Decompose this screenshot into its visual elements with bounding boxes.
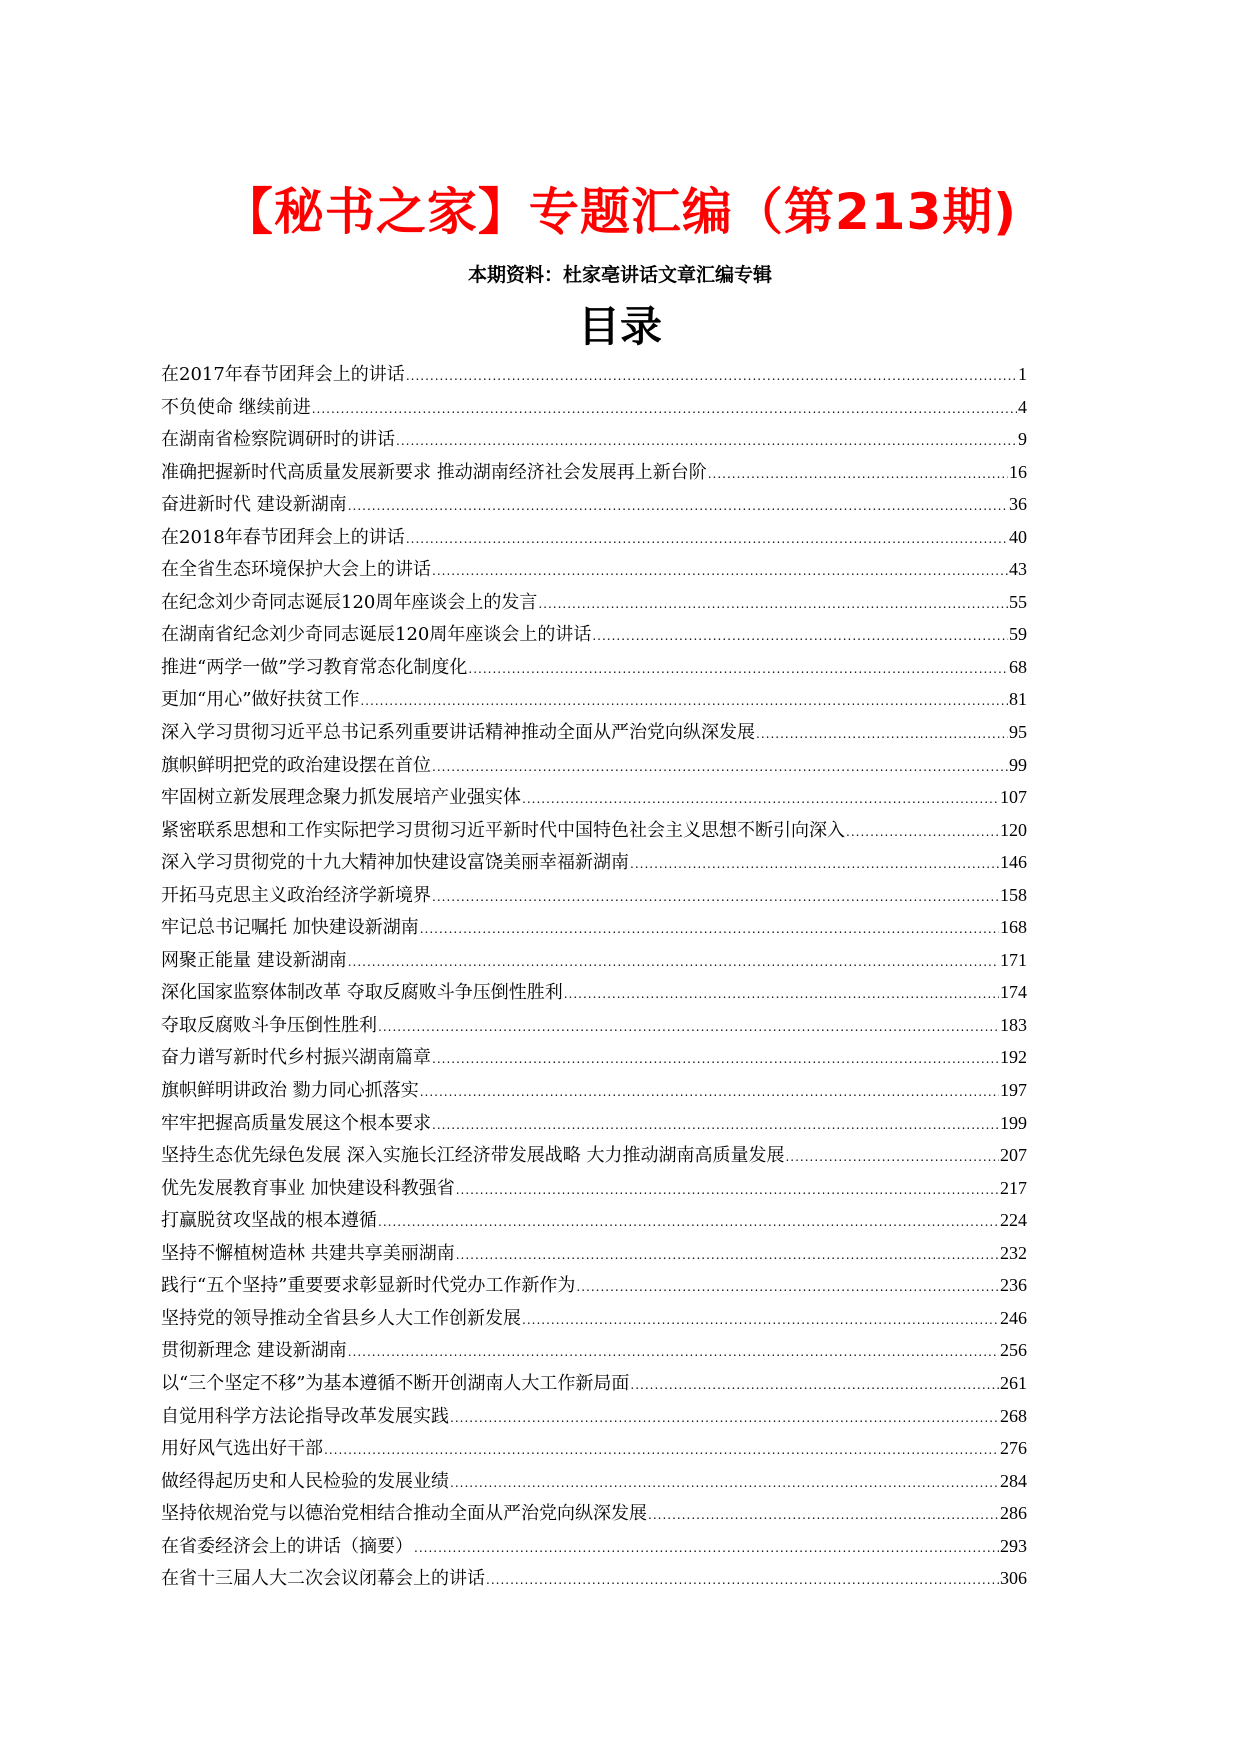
toc-entry-title: 旗帜鲜明把党的政治建设摆在首位 [161, 754, 431, 776]
toc-entry-page: 158 [1000, 884, 1027, 905]
toc-entry-title: 坚持生态优先绿色发展 深入实施长江经济带发展战略 大力推动湖南高质量发展 [161, 1145, 785, 1167]
toc-entry[interactable] [161, 1074, 1027, 1107]
toc-entry-title: 开拓马克思主义政治经济学新境界 [161, 884, 431, 906]
toc-dot-leader [846, 816, 999, 847]
toc-entry-page: 99 [1009, 754, 1027, 775]
toc-entry-page: 9 [1018, 429, 1027, 450]
toc-entry[interactable] [161, 1367, 1027, 1400]
toc-dot-leader [360, 685, 1008, 716]
toc-dot-leader [312, 393, 1017, 424]
toc-entry[interactable] [161, 944, 1027, 977]
toc-entry-title: 以“三个坚定不移”为基本遵循不断开创湖南人大工作新局面 [161, 1372, 630, 1394]
toc-entry-title: 奋力谱写新时代乡村振兴湖南篇章 [161, 1047, 431, 1069]
toc-entry-page: 293 [1000, 1535, 1027, 1556]
toc-dot-leader [348, 490, 1008, 521]
toc-entry-title: 推进“两学一做”学习教育常态化制度化 [161, 656, 468, 678]
toc-entry-title: 在全省生态环境保护大会上的讲话 [161, 559, 431, 581]
toc-entry[interactable] [161, 1009, 1027, 1042]
toc-entry-title: 深入学习贯彻习近平总书记系列重要讲话精神推动全面从严治党向纵深发展 [161, 722, 755, 744]
toc-entry-page: 284 [1000, 1470, 1027, 1491]
toc-entry-title: 贯彻新理念 建设新湖南 [161, 1340, 347, 1362]
toc-entry[interactable] [161, 1562, 1027, 1595]
toc-entry-title: 在2017年春节团拜会上的讲话 [161, 364, 405, 385]
toc-dot-leader [456, 1174, 999, 1205]
toc-entry-title: 在湖南省纪念刘少奇同志诞辰120周年座谈会上的讲话 [161, 624, 592, 646]
toc-dot-leader [450, 1467, 999, 1498]
toc-entry-page: 207 [1000, 1145, 1027, 1166]
toc-dot-leader [708, 458, 1008, 489]
toc-dot-leader [378, 1011, 999, 1042]
toc-entry[interactable] [161, 1497, 1027, 1530]
toc-entry[interactable] [161, 1172, 1027, 1205]
toc-entry[interactable] [161, 586, 1027, 619]
toc-dot-leader [522, 783, 999, 814]
toc-entry-page: 268 [1000, 1405, 1027, 1426]
toc-dot-leader [785, 1141, 999, 1172]
toc-entry-title: 不负使命 继续前进 [161, 396, 311, 418]
toc-entry-title: 紧密联系思想和工作实际把学习贯彻习近平新时代中国特色社会主义思想不断引向深入 [161, 819, 845, 841]
toc-entry[interactable] [161, 1107, 1027, 1140]
toc-entry-title: 自觉用科学方法论指导改革发展实践 [161, 1405, 449, 1427]
toc-entry-page: 120 [1000, 819, 1027, 840]
toc-entry[interactable] [161, 911, 1027, 944]
toc-dot-leader [630, 1369, 999, 1400]
toc-dot-leader [348, 1336, 999, 1367]
toc-entry[interactable] [161, 879, 1027, 912]
toc-entry-page: 174 [1000, 982, 1027, 1003]
toc-entry-page: 306 [1000, 1568, 1027, 1589]
toc-entry-page: 36 [1009, 494, 1027, 515]
toc-entry-title: 深入学习贯彻党的十九大精神加快建设富饶美丽幸福新湖南 [161, 852, 629, 874]
toc-entry[interactable] [161, 1302, 1027, 1335]
toc-entry[interactable] [161, 1432, 1027, 1465]
toc-entry[interactable] [161, 1204, 1027, 1237]
toc-entry-title: 旗帜鲜明讲政治 勠力同心抓落实 [161, 1080, 419, 1102]
toc-dot-leader [756, 718, 1008, 749]
toc-dot-leader [348, 946, 999, 977]
toc-entry[interactable] [161, 423, 1027, 456]
toc-entry-page: 55 [1009, 591, 1027, 612]
toc-dot-leader [406, 523, 1008, 554]
toc-dot-leader [324, 1434, 999, 1465]
toc-entry-page: 183 [1000, 1014, 1027, 1035]
toc-entry-title: 用好风气选出好干部 [161, 1438, 323, 1460]
toc-entry[interactable] [161, 1400, 1027, 1433]
toc-entry[interactable] [161, 1041, 1027, 1074]
toc-entry[interactable] [161, 1237, 1027, 1270]
toc-entry[interactable] [161, 1530, 1027, 1563]
toc-entry-title: 坚持党的领导推动全省县乡人大工作创新发展 [161, 1307, 521, 1329]
toc-entry[interactable] [161, 618, 1027, 651]
toc-entry-page: 16 [1009, 461, 1027, 482]
toc-entry-page: 224 [1000, 1210, 1027, 1231]
toc-entry-title: 坚持不懈植树造林 共建共享美丽湖南 [161, 1242, 455, 1264]
toc-dot-leader [486, 1564, 999, 1595]
toc-entry-title: 优先发展教育事业 加快建设科教强省 [161, 1177, 455, 1199]
table-of-contents [161, 358, 1027, 1595]
toc-entry-page: 286 [1000, 1503, 1027, 1524]
toc-dot-leader [576, 1271, 999, 1302]
toc-entry-page: 236 [1000, 1275, 1027, 1296]
toc-entry-title: 打赢脱贫攻坚战的根本遵循 [161, 1210, 377, 1232]
page-title: 【秘书之家】专题汇编（第213期) [222, 183, 1018, 241]
toc-entry-page: 168 [1000, 917, 1027, 938]
toc-entry-title: 更加“用心”做好扶贫工作 [161, 689, 360, 711]
toc-entry[interactable] [161, 391, 1027, 424]
toc-entry-title: 牢牢把握高质量发展这个根本要求 [161, 1112, 431, 1134]
toc-dot-leader [396, 425, 1017, 456]
toc-dot-leader [468, 653, 1008, 684]
toc-entry-title: 深化国家监察体制改革 夺取反腐败斗争压倒性胜利 [161, 982, 563, 1004]
toc-entry[interactable] [161, 1269, 1027, 1302]
toc-entry-title: 坚持依规治党与以德治党相结合推动全面从严治党向纵深发展 [161, 1503, 647, 1525]
toc-entry-title: 网聚正能量 建设新湖南 [161, 949, 347, 971]
toc-entry-page: 276 [1000, 1438, 1027, 1459]
toc-entry-title: 奋进新时代 建设新湖南 [161, 494, 347, 516]
toc-entry-page: 171 [1000, 949, 1027, 970]
toc-entry-title: 牢记总书记嘱托 加快建设新湖南 [161, 917, 419, 939]
toc-dot-leader [432, 555, 1008, 586]
toc-heading: 目录 [577, 302, 662, 351]
toc-dot-leader [450, 1402, 999, 1433]
toc-entry[interactable] [161, 683, 1027, 716]
page-subtitle: 本期资料：杜家亳讲话文章汇编专辑 [467, 264, 772, 286]
toc-entry-page: 59 [1009, 624, 1027, 645]
toc-dot-leader [420, 913, 999, 944]
toc-entry[interactable] [161, 1465, 1027, 1498]
toc-dot-leader [420, 1076, 999, 1107]
toc-entry-page: 256 [1000, 1340, 1027, 1361]
toc-entry[interactable] [161, 553, 1027, 586]
toc-dot-leader [592, 620, 1008, 651]
toc-entry-title: 在2018年春节团拜会上的讲话 [161, 526, 405, 548]
toc-entry-title: 在纪念刘少奇同志诞辰120周年座谈会上的发言 [161, 591, 538, 613]
toc-entry[interactable] [161, 1334, 1027, 1367]
toc-entry-page: 43 [1009, 559, 1027, 580]
toc-entry[interactable] [161, 716, 1027, 749]
toc-entry[interactable] [161, 749, 1027, 782]
toc-entry-page: 81 [1009, 689, 1027, 710]
toc-entry-page: 246 [1000, 1307, 1027, 1328]
toc-entry-title: 准确把握新时代高质量发展新要求 推动湖南经济社会发展再上新台阶 [161, 461, 707, 483]
toc-dot-leader [564, 978, 999, 1009]
toc-entry[interactable] [161, 651, 1027, 684]
toc-entry[interactable] [161, 1139, 1027, 1172]
toc-entry-page: 197 [1000, 1080, 1027, 1101]
toc-entry[interactable] [161, 814, 1027, 847]
toc-entry-title: 做经得起历史和人民检验的发展业绩 [161, 1470, 449, 1492]
toc-entry[interactable] [161, 488, 1027, 521]
toc-entry[interactable] [161, 976, 1027, 1009]
toc-dot-leader [378, 1206, 999, 1237]
toc-entry[interactable] [161, 781, 1027, 814]
toc-entry-page: 4 [1018, 396, 1027, 417]
toc-entry-page: 192 [1000, 1047, 1027, 1068]
toc-entry-page: 261 [1000, 1372, 1027, 1393]
toc-dot-leader [432, 1043, 999, 1074]
toc-entry-page: 68 [1009, 656, 1027, 677]
toc-entry-page: 217 [1000, 1177, 1027, 1198]
toc-dot-leader [522, 1304, 999, 1335]
toc-dot-leader [432, 751, 1008, 782]
toc-entry-page: 40 [1009, 526, 1027, 547]
toc-entry-title: 在省十三届人大二次会议闭幕会上的讲话 [161, 1568, 485, 1590]
toc-entry[interactable] [161, 521, 1027, 554]
toc-entry-page: 1 [1018, 364, 1027, 384]
toc-dot-leader [432, 881, 999, 912]
toc-entry-page: 232 [1000, 1242, 1027, 1263]
toc-entry-page: 107 [1000, 787, 1027, 808]
toc-entry-page: 199 [1000, 1112, 1027, 1133]
toc-entry-title: 在湖南省检察院调研时的讲话 [161, 429, 395, 451]
toc-entry-title: 牢固树立新发展理念聚力抓发展培产业强实体 [161, 787, 521, 809]
toc-entry-title: 夺取反腐败斗争压倒性胜利 [161, 1014, 377, 1036]
toc-dot-leader [630, 848, 999, 879]
toc-entry-title: 践行“五个坚持”重要要求彰显新时代党办工作新作为 [161, 1275, 576, 1297]
toc-dot-leader [432, 1109, 999, 1140]
toc-entry-page: 146 [1000, 852, 1027, 873]
toc-entry-page: 95 [1009, 722, 1027, 743]
toc-entry[interactable] [161, 846, 1027, 879]
toc-entry-title: 在省委经济会上的讲话（摘要） [161, 1535, 413, 1557]
toc-entry[interactable] [161, 456, 1027, 489]
toc-dot-leader [538, 588, 1008, 619]
toc-dot-leader [648, 1499, 999, 1530]
toc-entry[interactable] [161, 358, 1027, 391]
toc-dot-leader [406, 360, 1017, 391]
toc-dot-leader [414, 1532, 999, 1563]
toc-dot-leader [456, 1239, 999, 1270]
